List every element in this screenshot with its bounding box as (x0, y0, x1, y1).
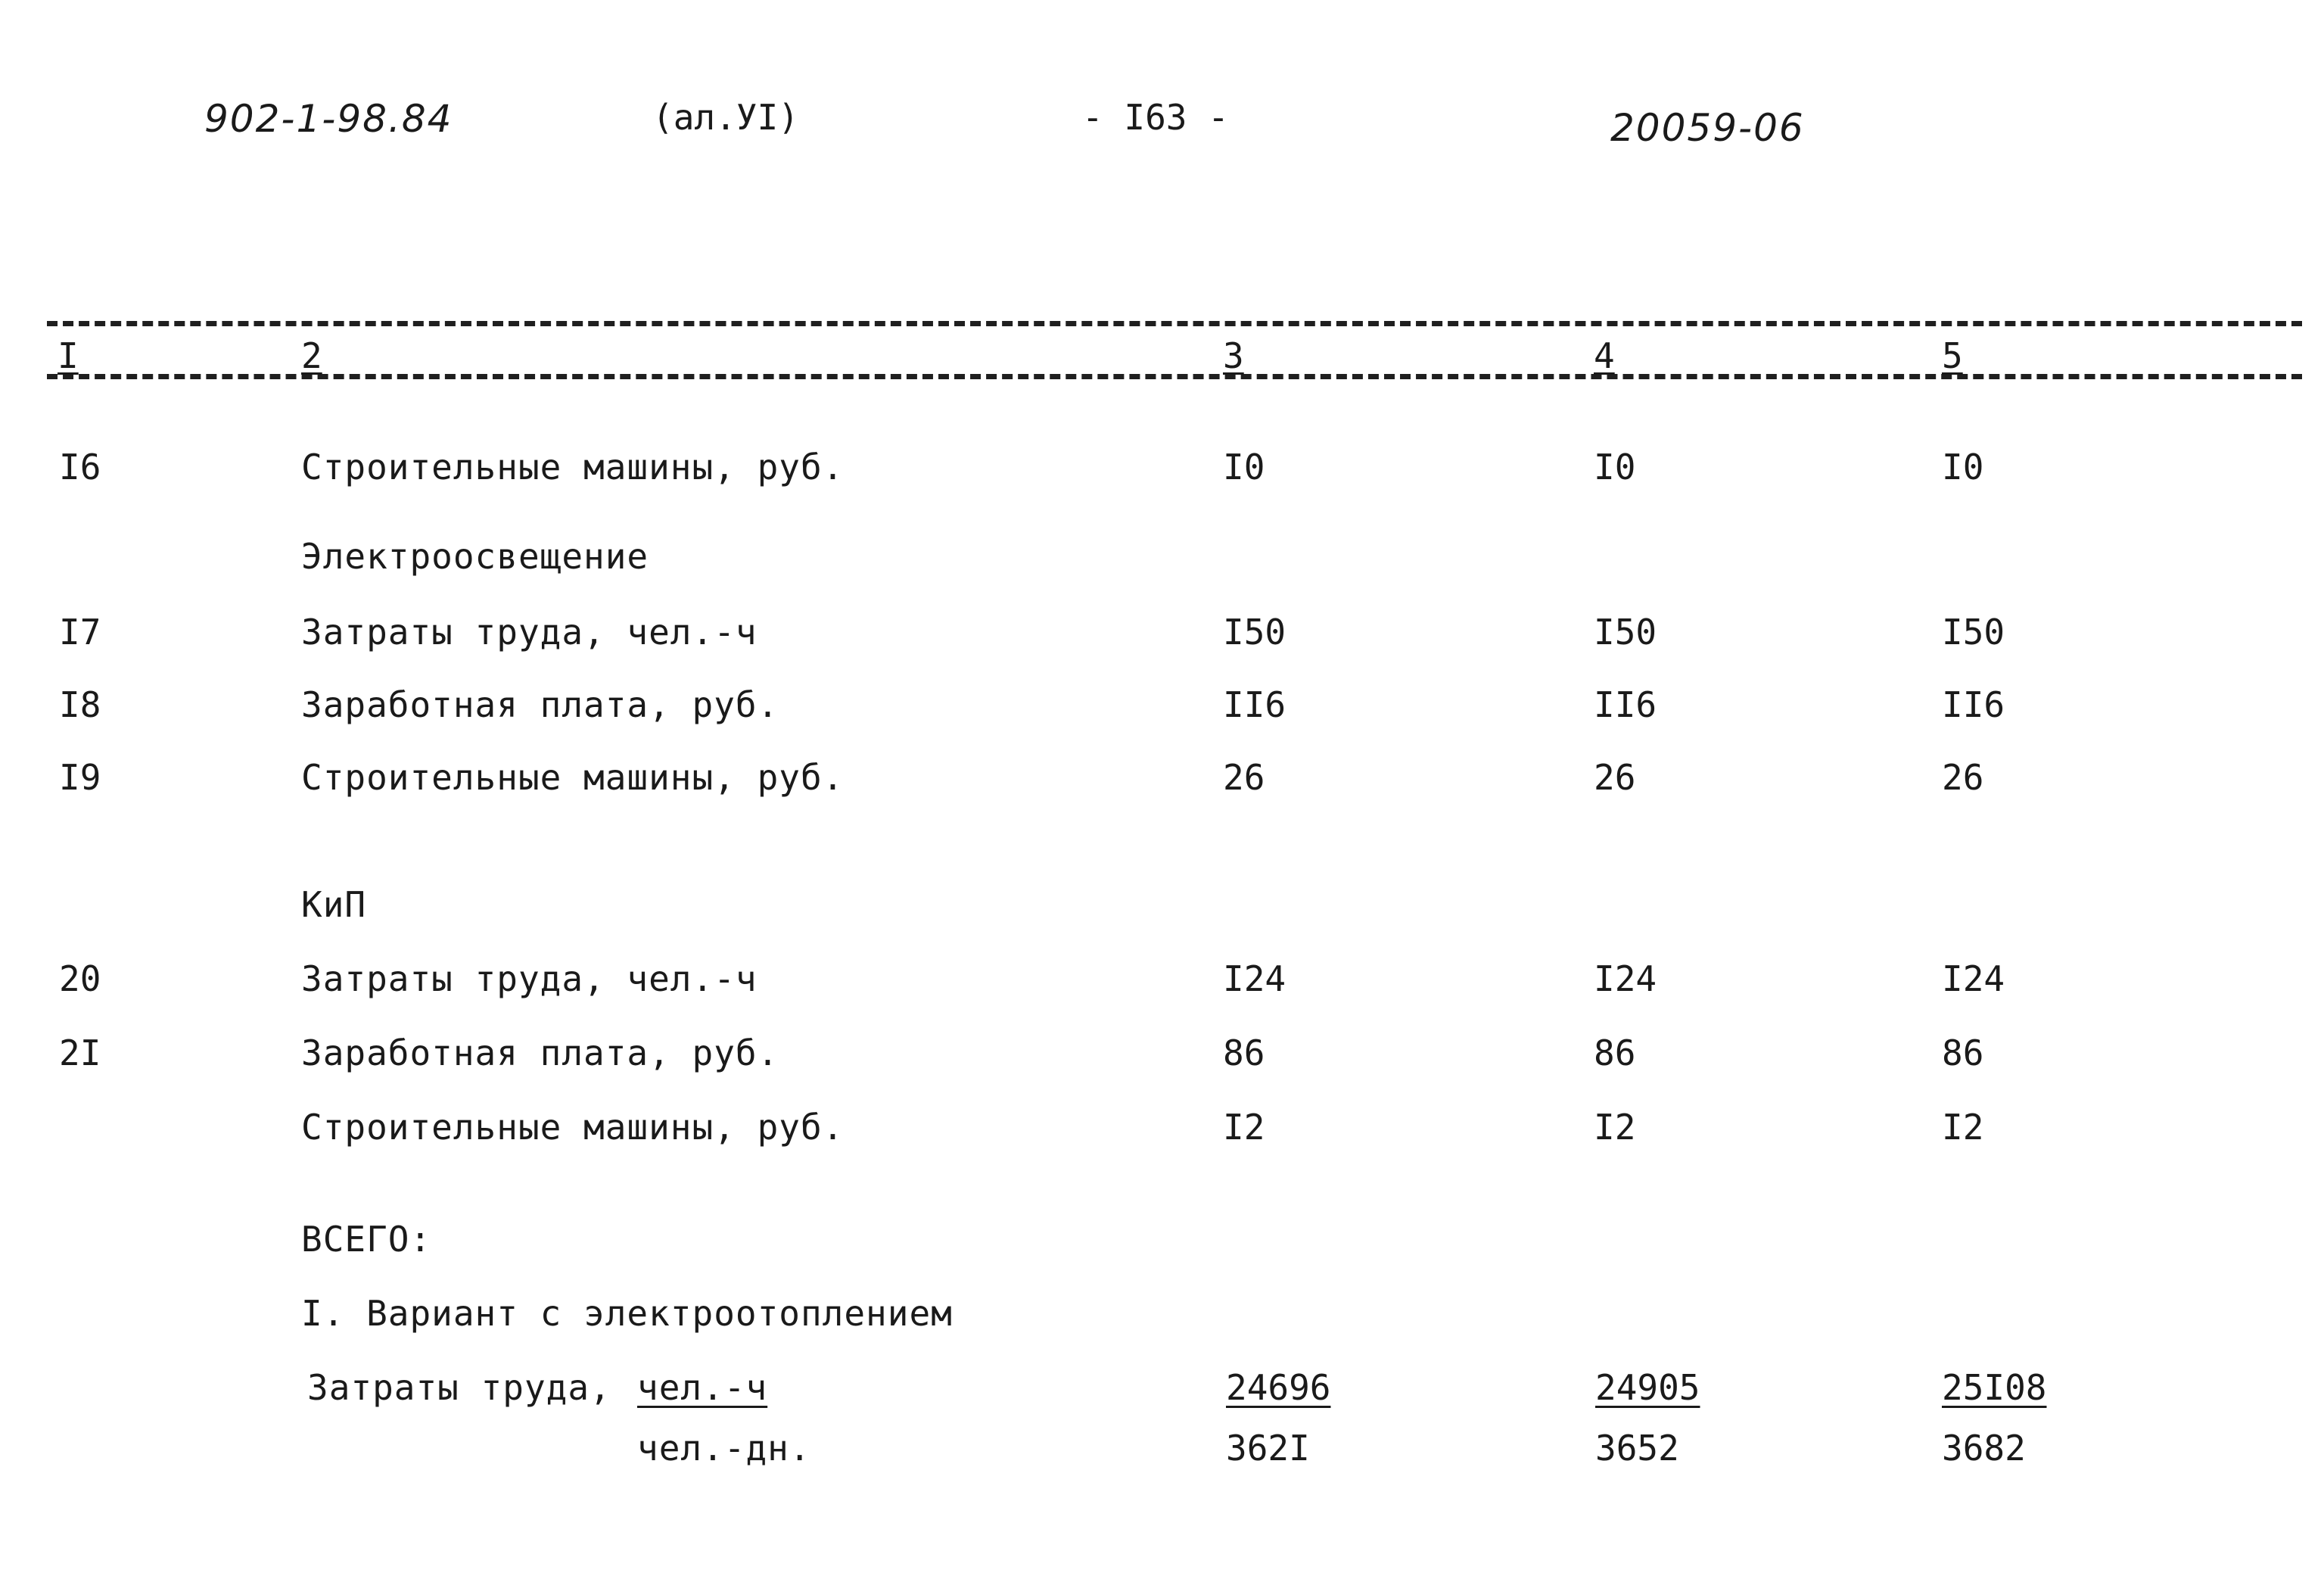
total-hours-col4: 24905 (1595, 1367, 1700, 1408)
sheet-code: 20059-06 (1610, 106, 1805, 150)
table-header-rule (47, 374, 2302, 379)
value-col4: I0 (1594, 447, 1636, 487)
column-number-5: 5 (1942, 335, 1963, 376)
row-label: Строительные машины, руб. (301, 447, 845, 487)
value-col4: 26 (1594, 757, 1636, 798)
column-number-4: 4 (1594, 335, 1615, 376)
value-col4: 86 (1594, 1033, 1636, 1073)
column-number-3: 3 (1223, 335, 1244, 376)
row-number: I6 (59, 447, 101, 487)
row-label: Затраты труда, чел.-ч (301, 958, 758, 999)
value-col5: 86 (1942, 1033, 1984, 1073)
value-col5: II6 (1942, 684, 2005, 725)
row-number: 20 (59, 958, 101, 999)
column-number-2: 2 (301, 335, 322, 376)
row-number: I9 (59, 757, 101, 798)
row-number: I7 (59, 612, 101, 653)
value-col4: I24 (1594, 958, 1657, 999)
total-hours-col5: 25I08 (1942, 1367, 2047, 1408)
value-col3: I2 (1223, 1107, 1265, 1148)
value-col5: I50 (1942, 612, 2005, 653)
section-variant-1: I. Вариант с электроотоплением (301, 1293, 953, 1334)
value-col5: 26 (1942, 757, 1984, 798)
value-col3: I0 (1223, 447, 1265, 487)
value-col4: I2 (1594, 1107, 1636, 1148)
value-col4: I50 (1594, 612, 1657, 653)
row-label: Заработная плата, руб. (301, 1033, 779, 1073)
row-label: Затраты труда, чел.-ч (301, 612, 758, 653)
value-col4: II6 (1594, 684, 1657, 725)
total-days-col4: 3652 (1595, 1428, 1679, 1469)
totals-label: Затраты труда, (307, 1367, 611, 1408)
total-days-col5: 3682 (1942, 1428, 2026, 1469)
total-days-col3: 362I (1226, 1428, 1310, 1469)
album-number: (ал.УI) (652, 97, 799, 138)
table-top-rule (47, 321, 2302, 326)
value-col3: 86 (1223, 1033, 1265, 1073)
value-col5: I0 (1942, 447, 1984, 487)
value-col3: I24 (1223, 958, 1286, 999)
column-number-1: I (58, 335, 79, 376)
value-col5: I24 (1942, 958, 2005, 999)
row-label: Заработная плата, руб. (301, 684, 779, 725)
value-col3: II6 (1223, 684, 1286, 725)
section-total: ВСЕГО: (301, 1219, 432, 1260)
section-kip: КиП (301, 884, 367, 925)
totals-unit-hours: чел.-ч (637, 1367, 768, 1408)
value-col3: I50 (1223, 612, 1286, 653)
row-number: I8 (59, 684, 101, 725)
section-electric-lighting: Электроосвещение (301, 536, 649, 577)
row-label: Строительные машины, руб. (301, 757, 845, 798)
page-number: - I63 - (1082, 97, 1229, 138)
document-code: 902-1-98.84 (204, 97, 453, 141)
row-label: Строительные машины, руб. (301, 1107, 845, 1148)
total-hours-col3: 24696 (1226, 1367, 1331, 1408)
totals-unit-days: чел.-дн. (637, 1428, 811, 1469)
row-number: 2I (59, 1033, 101, 1073)
value-col5: I2 (1942, 1107, 1984, 1148)
value-col3: 26 (1223, 757, 1265, 798)
